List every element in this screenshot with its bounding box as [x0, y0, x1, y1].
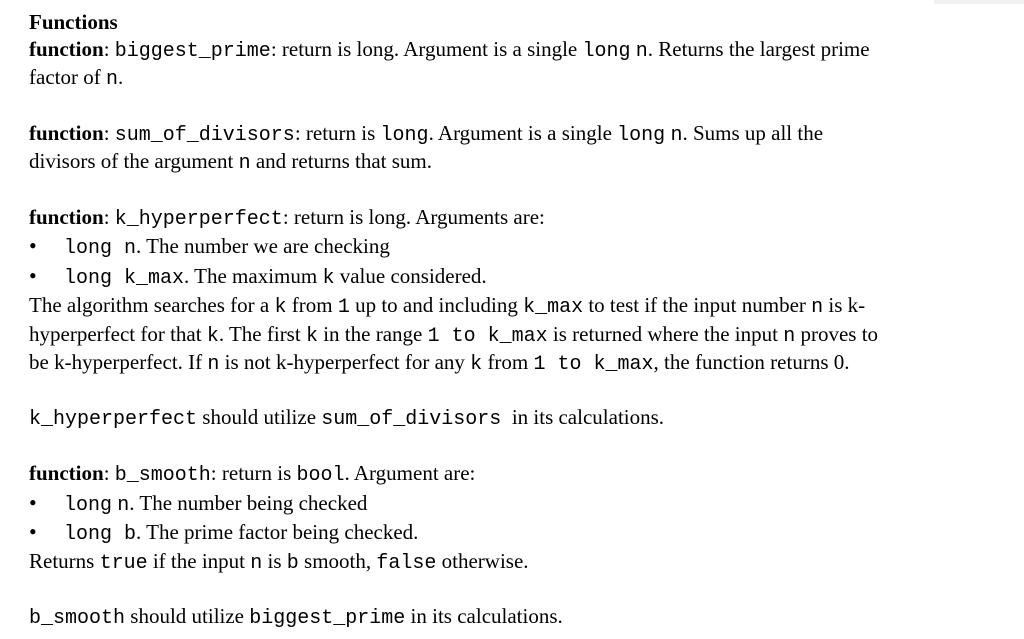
k-hyperperfect-desc-1: The algorithm searches for a k from 1 up to and including k_max to test if the input number n is k- [29, 293, 866, 319]
sum-of-divisors-line-1: function: sum_of_divisors: return is long. Argument is a single long n. Sums up all the [29, 121, 824, 147]
k-hyperperfect-desc-2: hyperperfect for that k. The first k in the range 1 to k_max is returned where the input n proves to [29, 322, 879, 348]
bullet-icon: • [29, 490, 37, 515]
b-smooth-usage: b_smooth should utilize biggest_prime in its calculations. [29, 604, 563, 630]
bullet-icon: • [29, 263, 37, 288]
bullet-icon: • [29, 233, 37, 258]
biggest-prime-line-2: factor of n. [29, 65, 124, 91]
biggest-prime-line-1: function: biggest_prime: return is long. Argument is a single long n. Returns the largest prime [29, 37, 870, 63]
b-smooth-bullet-1: • long n. The number being checked [29, 490, 368, 517]
k-hyperperfect-line-1: function: k_hyperperfect: return is long. Arguments are: [29, 205, 545, 231]
k-hyperperfect-desc-3: be k-hyperperfect. If n is not k-hyperperfect for any k from 1 to k_max, the function returns 0. [29, 350, 850, 376]
b-smooth-bullet-2: • long b. The prime factor being checked. [29, 519, 419, 546]
k-hyperperfect-bullet-1: • long n. The number we are checking [29, 233, 390, 260]
section-heading: Functions [29, 10, 118, 34]
k-hyperperfect-usage: k_hyperperfect should utilize sum_of_divisors in its calculations. [29, 405, 665, 431]
b-smooth-line-1: function: b_smooth: return is bool. Argument are: [29, 461, 476, 487]
k-hyperperfect-bullet-2: • long k_max. The maximum k value considered. [29, 263, 487, 290]
sum-of-divisors-line-2: divisors of the argument n and returns that sum. [29, 149, 432, 175]
top-edge-shade [934, 0, 1024, 4]
bullet-icon: • [29, 519, 37, 544]
b-smooth-returns: Returns true if the input n is b smooth, false otherwise. [29, 549, 529, 575]
